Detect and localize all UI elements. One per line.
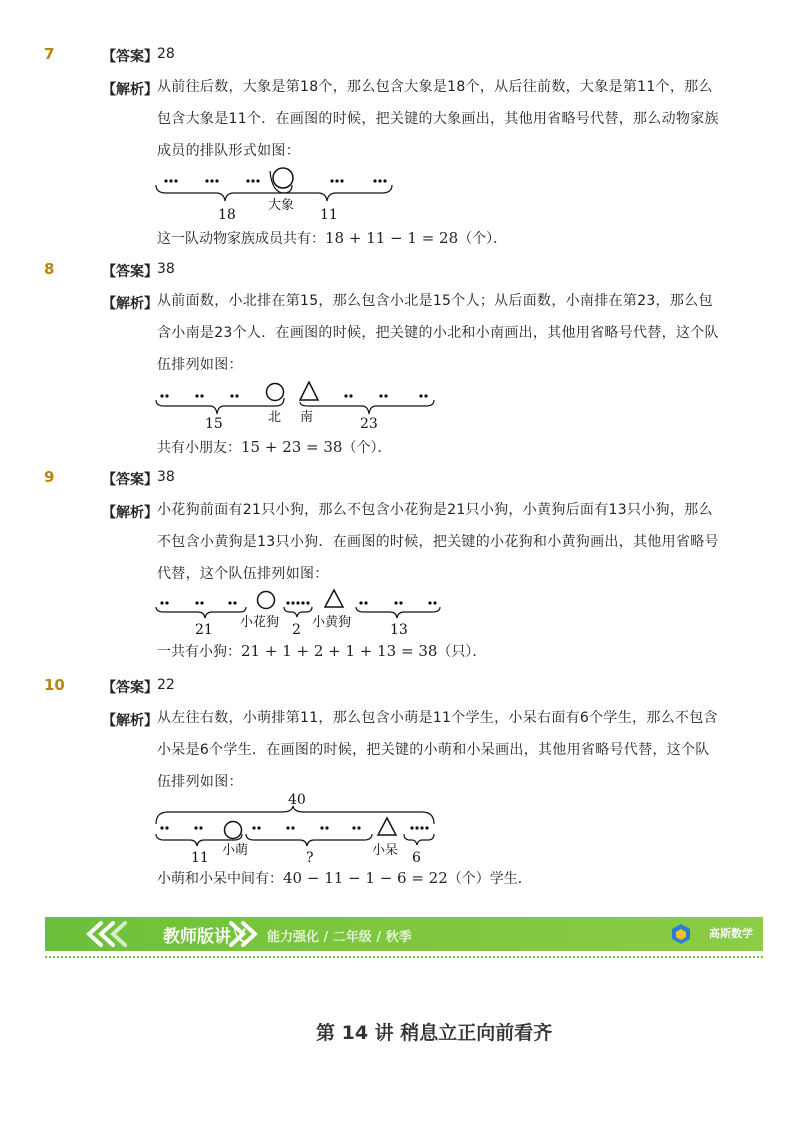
question-number: 7 <box>44 45 55 63</box>
middle-count: ? <box>306 850 314 866</box>
left-brace <box>156 398 284 414</box>
explanation-line: 含小南是23个人．在画图的时候，把关键的小北和小南画出，其他用省略号代替，这个队 <box>157 325 719 341</box>
right-brace <box>300 400 434 414</box>
elephant-circle <box>273 168 293 188</box>
xiaomeng-label: 小萌 <box>222 843 249 858</box>
ellipsis-dots <box>160 394 427 397</box>
explanation-line: 从前往后数，大象是第18个，那么包含大象是18个，从后往前数，大象是第11个，那么 <box>157 79 713 95</box>
question-number: 10 <box>44 676 65 694</box>
top-brace <box>156 806 434 824</box>
conclusion-text: 一共有小狗： <box>157 644 241 660</box>
nan-label: 南 <box>300 410 314 425</box>
conclusion-text: 小萌和小呆中间有： <box>157 871 283 887</box>
ellipsis-dots <box>160 601 436 604</box>
conclusion-math: 18 + 11 − 1 = 28 <box>325 229 459 247</box>
brand-logo-text: 高斯数学 <box>709 927 753 940</box>
question-number: 8 <box>44 260 55 278</box>
middle-brace <box>246 834 372 846</box>
answer-label: 【答案】 <box>102 472 158 488</box>
bei-label: 北 <box>268 410 282 425</box>
conclusion <box>157 437 391 457</box>
queue-figure-8 <box>150 378 450 436</box>
conclusion-math: 21 + 1 + 2 + 1 + 13 = 38 <box>241 642 438 660</box>
banner-subtitle: 能力强化 / 二年级 / 秋季 <box>267 930 412 945</box>
answer-label: 【答案】 <box>102 49 158 65</box>
total-count: 40 <box>288 792 306 808</box>
left-count: 18 <box>218 207 236 223</box>
answer-label: 【答案】 <box>102 264 158 280</box>
huanggou-label: 小黄狗 <box>312 615 352 630</box>
bei-circle <box>267 384 284 401</box>
left-count: 11 <box>191 850 209 866</box>
explanation-line: 成员的排队形式如图： <box>157 143 300 159</box>
nan-triangle <box>300 382 318 400</box>
explanation-line: 从前面数，小北排在第15，那么包含小北是15个人；从后面数，小南排在第23，那么包 <box>157 293 713 309</box>
explanation-text <box>157 702 717 798</box>
explanation-text <box>157 285 717 381</box>
middle-brace <box>284 607 312 617</box>
answer-value: 38 <box>157 261 175 277</box>
explanation-line: 代替，这个队伍排列如图： <box>157 566 329 582</box>
left-count: 15 <box>205 416 223 432</box>
conclusion <box>157 868 532 888</box>
explanation-line: 伍排列如图： <box>157 774 243 790</box>
explanation-label: 【解析】 <box>102 505 158 521</box>
ellipsis-dots <box>164 179 386 182</box>
left-brace <box>156 607 246 618</box>
right-count: 6 <box>412 850 421 866</box>
right-brace <box>404 834 434 845</box>
conclusion-math: 40 − 11 − 1 − 6 = 22 <box>283 869 448 887</box>
chevron-right-icon <box>225 920 265 948</box>
footer-banner <box>45 917 763 951</box>
queue-figure-7 <box>150 163 410 225</box>
chevron-left-icon <box>83 920 161 948</box>
xiaodai-label: 小呆 <box>372 843 399 858</box>
left-count: 21 <box>195 622 213 638</box>
conclusion-text: 这一队动物家族成员共有： <box>157 231 325 247</box>
answer-label: 【答案】 <box>102 680 158 696</box>
conclusion <box>157 228 507 248</box>
conclusion <box>157 641 486 661</box>
conclusion-unit: （个）． <box>458 231 508 247</box>
conclusion-unit: （只）． <box>437 644 487 660</box>
explanation-text <box>157 71 717 167</box>
middle-count: 2 <box>292 622 301 638</box>
right-count: 23 <box>360 416 378 432</box>
queue-figure-9 <box>150 586 450 640</box>
explanation-line: 小花狗前面有21只小狗，那么不包含小花狗是21只小狗，小黄狗后面有13只小狗，那么 <box>157 502 713 518</box>
explanation-line: 从左往右数，小萌排第11，那么包含小萌是11个学生，小呆右面有6个学生，那么不包含 <box>157 710 718 726</box>
huagou-label: 小花狗 <box>240 615 280 630</box>
question-number: 9 <box>44 468 55 486</box>
huagou-circle <box>258 592 275 609</box>
answer-value: 28 <box>157 46 175 62</box>
xiaodai-triangle <box>378 818 396 835</box>
conclusion-math: 15 + 23 = 38 <box>241 438 343 456</box>
explanation-label: 【解析】 <box>102 296 158 312</box>
answer-value: 38 <box>157 469 175 485</box>
explanation-line: 不包含小黄狗是13只小狗．在画图的时候，把关键的小花狗和小黄狗画出，其他用省略号 <box>157 534 719 550</box>
dotted-divider <box>45 956 763 958</box>
lecture-title: 第 14 讲 稍息立正向前看齐 <box>316 1022 553 1044</box>
conclusion-text: 共有小朋友： <box>157 440 241 456</box>
brand-logo-icon <box>671 923 691 945</box>
elephant-label: 大象 <box>268 198 295 213</box>
explanation-label: 【解析】 <box>102 82 158 98</box>
explanation-line: 小呆是6个学生．在画图的时候，把关键的小萌和小呆画出，其他用省略号代替，这个队 <box>157 742 710 758</box>
answer-value: 22 <box>157 677 175 693</box>
queue-figure-10 <box>150 790 450 870</box>
xiaomeng-circle <box>225 822 242 839</box>
conclusion-unit: （个）． <box>342 440 392 456</box>
huanggou-triangle <box>325 590 343 607</box>
ellipsis-dots <box>160 826 428 829</box>
right-count: 11 <box>320 207 338 223</box>
explanation-label: 【解析】 <box>102 713 158 729</box>
banner-title: 教师版讲义 <box>163 927 248 947</box>
conclusion-unit: （个）学生． <box>447 871 532 887</box>
explanation-text <box>157 494 717 590</box>
right-brace <box>356 607 440 618</box>
explanation-line: 伍排列如图： <box>157 357 243 373</box>
explanation-line: 包含大象是11个．在画图的时候，把关键的大象画出，其他用省略号代替，那么动物家族 <box>157 111 719 127</box>
right-count: 13 <box>390 622 408 638</box>
